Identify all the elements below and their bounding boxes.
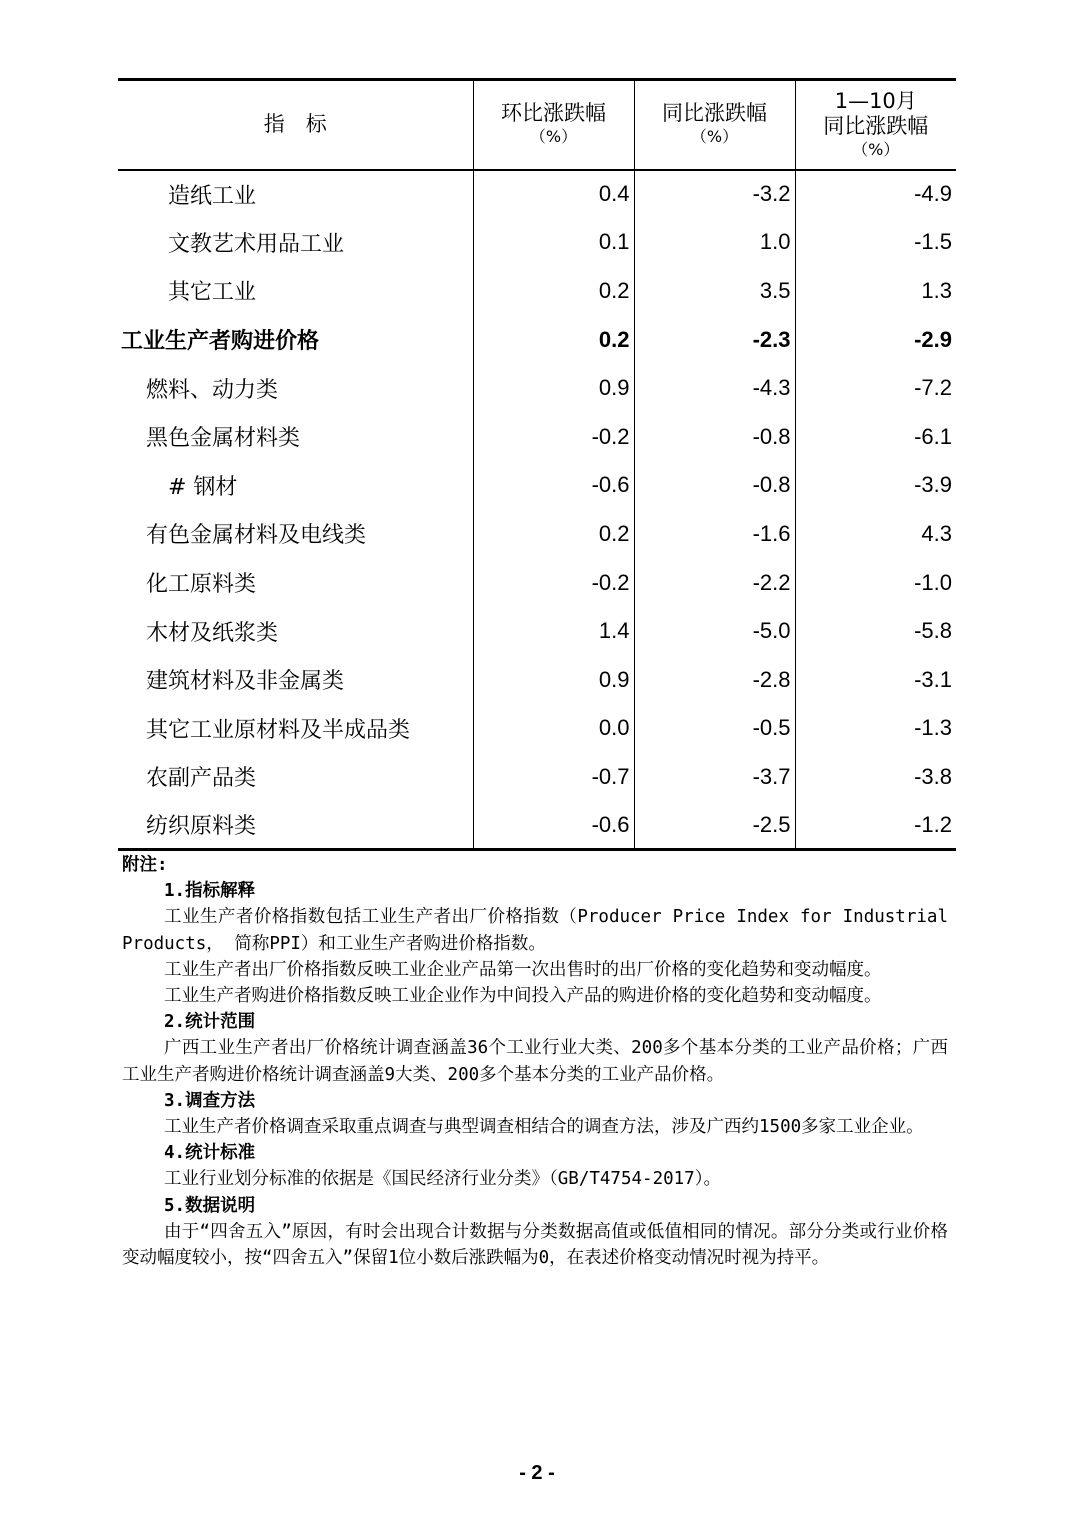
cell-yoy-change: -2.2 [634, 558, 795, 607]
table-body [118, 170, 956, 850]
table-row [118, 655, 956, 704]
cell-ytd-change: -3.9 [795, 461, 956, 510]
cell-mom-change: 0.9 [473, 364, 634, 413]
cell-mom-change: -0.2 [473, 412, 634, 461]
table-row [118, 753, 956, 802]
notes-section [122, 852, 948, 1271]
header-yoy-change [634, 80, 795, 170]
cell-ytd-change: -2.9 [795, 315, 956, 364]
cell-ytd-change: -6.1 [795, 412, 956, 461]
note-paragraph: 工业生产者购进价格指数反映工业企业作为中间投入产品的购进价格的变化趋势和变动幅度。 [164, 986, 882, 1007]
row-label: 燃料、动力类 [146, 377, 279, 403]
note-section-heading: 4.统计标准 [164, 1143, 256, 1164]
cell-yoy-change: 3.5 [634, 267, 795, 316]
cell-yoy-change: -4.3 [634, 364, 795, 413]
price-index-table [118, 78, 956, 851]
table-row [118, 558, 956, 607]
cell-ytd-change: -1.5 [795, 218, 956, 267]
cell-mom-change: -0.6 [473, 801, 634, 850]
header-mom-unit: （%） [529, 127, 578, 147]
cell-ytd-change: -3.8 [795, 753, 956, 802]
cell-mom-change: 0.4 [473, 170, 634, 219]
cell-mom-change: 0.2 [473, 510, 634, 559]
header-yoy-unit: （%） [690, 127, 739, 147]
table-row [118, 607, 956, 656]
table-row [118, 267, 956, 316]
row-label: 其它工业 [168, 280, 257, 306]
table-row [118, 170, 956, 219]
row-label: 建筑材料及非金属类 [146, 669, 345, 695]
row-label: 农副产品类 [146, 766, 257, 792]
cell-mom-change: 0.2 [473, 315, 634, 364]
cell-mom-change: 0.2 [473, 267, 634, 316]
cell-yoy-change: -2.3 [634, 315, 795, 364]
row-label: 其它工业原材料及半成品类 [146, 717, 411, 743]
cell-yoy-change: -1.6 [634, 510, 795, 559]
table-row [118, 704, 956, 753]
row-label: 文教艺术用品工业 [168, 231, 345, 257]
note-paragraph: 工业行业划分标准的依据是《国民经济行业分类》（GB/T4754-2017）。 [164, 1169, 721, 1190]
table-row [118, 218, 956, 267]
note-paragraph: 工业生产者出厂价格指数反映工业企业产品第一次出售时的出厂价格的变化趋势和变动幅度。 [164, 959, 882, 980]
row-label: 黑色金属材料类 [146, 426, 301, 452]
header-ytd-title: 1—10月 同比涨跌幅 [823, 88, 929, 138]
table-row [118, 801, 956, 850]
cell-yoy-change: -5.0 [634, 607, 795, 656]
cell-yoy-change: -2.5 [634, 801, 795, 850]
header-indicator [118, 80, 473, 170]
cell-mom-change: -0.7 [473, 753, 634, 802]
header-yoy-title: 同比涨跌幅 [662, 101, 767, 126]
cell-ytd-change: -1.0 [795, 558, 956, 607]
header-ytd-unit: （%） [852, 139, 900, 159]
header-ytd-change [795, 80, 956, 170]
cell-ytd-change: -1.2 [795, 801, 956, 850]
cell-yoy-change: -3.2 [634, 170, 795, 219]
cell-ytd-change: -7.2 [795, 364, 956, 413]
cell-yoy-change: -3.7 [634, 753, 795, 802]
cell-yoy-change: -0.5 [634, 704, 795, 753]
cell-mom-change: 0.0 [473, 704, 634, 753]
cell-ytd-change: 1.3 [795, 267, 956, 316]
table-row [118, 461, 956, 510]
cell-ytd-change: -1.3 [795, 704, 956, 753]
price-index-table-container [118, 78, 956, 851]
note-section-heading: 5.数据说明 [164, 1195, 256, 1216]
cell-ytd-change: -4.9 [795, 170, 956, 219]
cell-yoy-change: -2.8 [634, 655, 795, 704]
row-label: 化工原料类 [146, 572, 257, 598]
cell-ytd-change: -5.8 [795, 607, 956, 656]
table-row [118, 510, 956, 559]
cell-mom-change: 0.1 [473, 218, 634, 267]
header-mom-title: 环比涨跌幅 [501, 101, 606, 126]
table-header-row [118, 80, 956, 170]
header-indicator-title: 指 标 [263, 112, 327, 137]
cell-yoy-change: -0.8 [634, 412, 795, 461]
cell-mom-change: 0.9 [473, 655, 634, 704]
note-section-heading: 2.统计范围 [164, 1012, 256, 1033]
cell-yoy-change: 1.0 [634, 218, 795, 267]
note-paragraph: 工业生产者价格指数包括工业生产者出厂价格指数（Producer Price Index for Industrial Products， 简称PPI）和工业生产者购进价格指数。 [122, 907, 948, 954]
table-row [118, 364, 956, 413]
note-paragraph: 工业生产者价格调查采取重点调查与典型调查相结合的调查方法，涉及广西约1500多家工业企业。 [164, 1117, 924, 1138]
cell-yoy-change: -0.8 [634, 461, 795, 510]
note-paragraph: 由于“四舍五入”原因，有时会出现合计数据与分类数据高值或低值相同的情况。部分分类或行业价格变动幅度较小，按“四舍五入”保留1位小数后涨跌幅为0，在表述价格变动情况时视为持平。 [122, 1221, 948, 1269]
notes-title: 附注: [122, 855, 168, 875]
page-number: - 2 - [519, 1462, 555, 1484]
table-row [118, 315, 956, 364]
row-label: 工业生产者购进价格 [121, 329, 320, 355]
row-label: 有色金属材料及电线类 [146, 523, 367, 549]
cell-ytd-change: -3.1 [795, 655, 956, 704]
cell-mom-change: 1.4 [473, 607, 634, 656]
row-label: 木材及纸浆类 [146, 620, 279, 646]
note-section-heading: 3.调查方法 [164, 1090, 256, 1111]
cell-ytd-change: 4.3 [795, 510, 956, 559]
header-mom-change [473, 80, 634, 170]
note-section-heading: 1.指标解释 [164, 881, 256, 902]
row-label: 纺织原料类 [118, 801, 473, 850]
cell-mom-change: -0.2 [473, 558, 634, 607]
row-label: # 钢材 [168, 474, 238, 500]
cell-mom-change: -0.6 [473, 461, 634, 510]
table-row [118, 412, 956, 461]
row-label: 造纸工业 [168, 183, 257, 209]
note-paragraph: 广西工业生产者出厂价格统计调查涵盖36个工业行业大类、200多个基本分类的工业产品价格；广西工业生产者购进价格统计调查涵盖9大类、200多个基本分类的工业产品价格。 [122, 1038, 948, 1085]
